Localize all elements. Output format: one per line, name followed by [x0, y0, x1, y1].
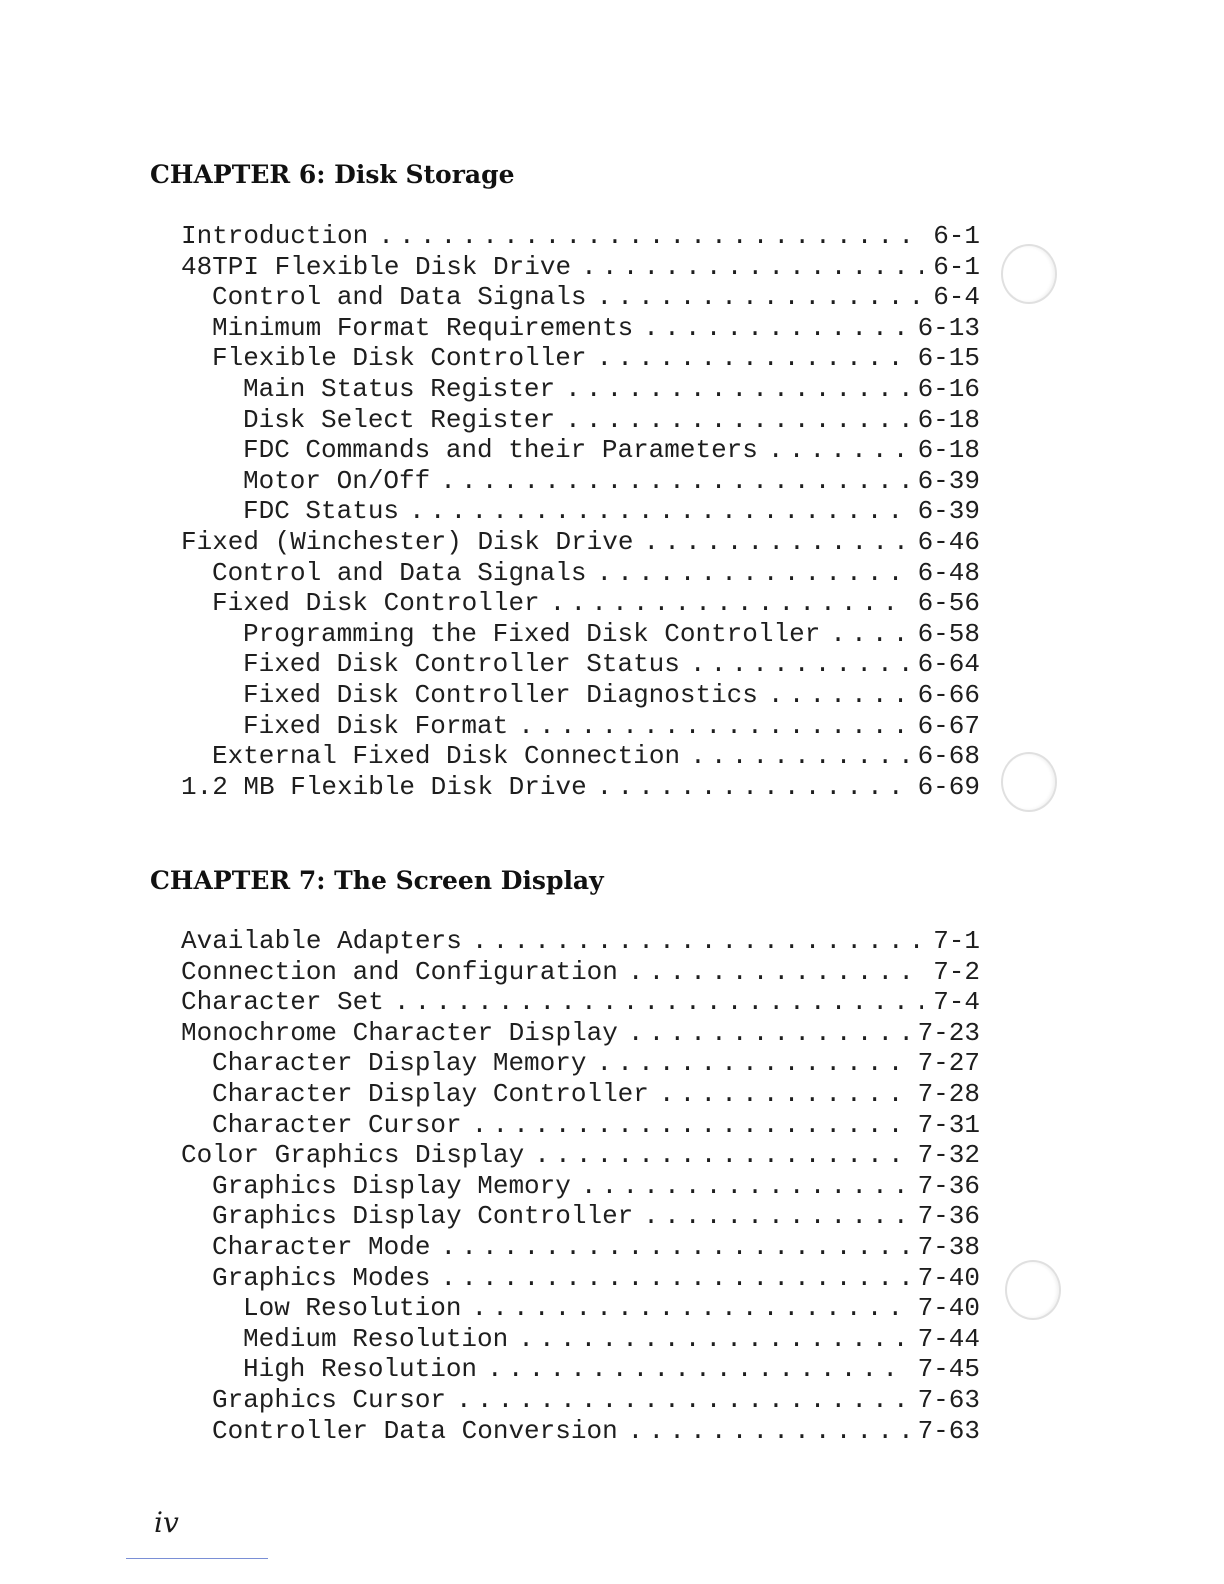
- toc-entry-page: 7-28: [917, 1078, 980, 1109]
- toc-entry-page: 6-39: [917, 496, 980, 527]
- toc-entry-title: 48TPI Flexible Disk Drive: [181, 251, 572, 282]
- dot-leader: [472, 1110, 908, 1141]
- page-number: iv: [154, 1506, 179, 1539]
- toc-entry-title: Fixed Disk Controller Diagnostics: [243, 679, 758, 710]
- toc-entry-title: FDC Status: [243, 496, 400, 527]
- dot-leader: [690, 649, 908, 680]
- toc-entry-page: 6-18: [917, 435, 980, 466]
- toc-entry-page: 6-58: [917, 618, 980, 649]
- toc-entry: [0, 405, 980, 436]
- toc-entry-title: Programming the Fixed Disk Controller: [243, 618, 821, 649]
- toc-entry: [0, 926, 980, 957]
- toc-entry-page: 7-40: [917, 1293, 980, 1324]
- toc-entry-page: 6-68: [917, 741, 980, 772]
- toc-entry-title: FDC Commands and their Parameters: [243, 435, 758, 466]
- toc-entry-title: Controller Data Conversion: [212, 1415, 618, 1446]
- dot-leader: [597, 772, 908, 803]
- toc-entry: [0, 221, 980, 252]
- toc-entry: [0, 1293, 980, 1324]
- toc-entry-title: Flexible Disk Controller: [212, 343, 587, 374]
- dot-leader: [472, 926, 923, 957]
- dot-leader: [471, 1293, 907, 1324]
- toc-entry-title: Character Display Controller: [212, 1078, 649, 1109]
- toc-entry: [0, 1354, 980, 1385]
- toc-entry-title: Monochrome Character Display: [181, 1017, 618, 1048]
- toc-entry: [0, 374, 980, 405]
- binder-hole-top: [1001, 244, 1057, 304]
- toc-entry-page: 6-39: [917, 465, 980, 496]
- toc-entry-page: 7-2: [933, 956, 980, 987]
- toc-entry: [0, 527, 980, 558]
- toc-entry-title: Disk Select Register: [243, 404, 556, 435]
- toc-entry-page: 6-15: [917, 343, 980, 374]
- toc-entry: [0, 1171, 980, 1202]
- toc-entry-title: Character Mode: [212, 1231, 431, 1262]
- toc-entry-page: 6-1: [933, 251, 980, 282]
- toc-entry-title: Character Display Memory: [212, 1048, 587, 1079]
- dot-leader: [690, 741, 908, 772]
- dot-leader: [628, 1018, 908, 1049]
- toc-entry-title: Available Adapters: [181, 926, 462, 956]
- toc-entry-title: Graphics Display Controller: [212, 1201, 634, 1232]
- toc-entry-page: 7-44: [917, 1323, 980, 1354]
- toc-entry-page: 6-13: [917, 312, 980, 343]
- toc-entry: [0, 1416, 980, 1447]
- dot-leader: [518, 1324, 907, 1355]
- dot-leader: [768, 435, 908, 466]
- toc-entry: [0, 619, 980, 650]
- toc-entry: [0, 1079, 980, 1110]
- toc-entry-title: Low Resolution: [243, 1293, 462, 1324]
- toc-entry: [0, 711, 980, 742]
- toc-entry: [0, 1232, 980, 1263]
- toc-entry: [0, 1263, 980, 1294]
- toc-entry: [0, 252, 980, 283]
- dot-leader: [643, 1201, 907, 1232]
- toc-entry-title: Motor On/Off: [243, 465, 431, 496]
- toc-entry: [0, 1385, 980, 1416]
- toc-entry-title: Fixed Disk Controller: [212, 588, 540, 619]
- dot-leader: [643, 527, 907, 558]
- toc-entry-page: 6-66: [917, 679, 980, 710]
- toc-entry-page: 6-18: [917, 404, 980, 435]
- dot-leader: [596, 558, 907, 589]
- dot-leader: [378, 221, 923, 252]
- toc-entry-page: 7-63: [917, 1415, 980, 1446]
- toc-entry-page: 7-1: [933, 926, 980, 956]
- toc-entry: [0, 1110, 980, 1141]
- dot-leader: [659, 1079, 908, 1110]
- toc-entry-page: 7-36: [917, 1170, 980, 1201]
- toc-entry: [0, 987, 980, 1018]
- dot-leader: [596, 282, 923, 313]
- toc-entry-title: Medium Resolution: [243, 1323, 509, 1354]
- binder-hole-bottom: [1005, 1260, 1061, 1320]
- toc-entry-title: Introduction: [181, 221, 369, 251]
- toc-entry: [0, 313, 980, 344]
- toc-entry-title: External Fixed Disk Connection: [212, 741, 681, 772]
- toc-entry: [0, 282, 980, 313]
- toc-entry: [0, 772, 980, 803]
- toc-entry: [0, 680, 980, 711]
- dot-leader: [628, 957, 923, 988]
- toc-entry-title: Connection and Configuration: [181, 956, 618, 987]
- dot-leader: [628, 1416, 908, 1447]
- toc-entry-page: 7-31: [917, 1109, 980, 1140]
- dot-leader: [565, 405, 908, 436]
- toc-entry-page: 7-38: [917, 1231, 980, 1262]
- toc-entry-page: 6-64: [917, 649, 980, 680]
- dot-leader: [456, 1385, 908, 1416]
- dot-leader: [440, 1232, 907, 1263]
- toc-entry: [0, 435, 980, 466]
- toc-entry: [0, 558, 980, 589]
- toc-entry-page: 7-32: [917, 1140, 980, 1171]
- dot-leader: [596, 343, 907, 374]
- dot-leader: [550, 588, 908, 619]
- chapter-7-heading: CHAPTER 7: The Screen Display: [150, 866, 604, 895]
- dot-leader: [596, 1048, 907, 1079]
- footer-rule: [126, 1558, 268, 1559]
- dot-leader: [830, 619, 907, 650]
- toc-entry-page: 7-40: [917, 1262, 980, 1293]
- dot-leader: [768, 680, 908, 711]
- toc-entry-page: 6-56: [917, 588, 980, 619]
- toc-entry: [0, 588, 980, 619]
- toc-entry-title: Color Graphics Display: [181, 1140, 525, 1171]
- dot-leader: [534, 1140, 907, 1171]
- toc-entry-page: 7-63: [917, 1384, 980, 1415]
- chapter-6-toc: [0, 221, 980, 802]
- toc-entry: [0, 1324, 980, 1355]
- toc-entry: [0, 496, 980, 527]
- toc-entry-page: 6-69: [917, 771, 980, 802]
- toc-entry-page: 6-16: [917, 373, 980, 404]
- binder-hole-middle: [1001, 752, 1057, 812]
- toc-entry-page: 6-1: [933, 221, 980, 251]
- toc-entry: [0, 1201, 980, 1232]
- toc-entry-title: Graphics Cursor: [212, 1384, 447, 1415]
- dot-leader: [565, 374, 908, 405]
- toc-entry: [0, 466, 980, 497]
- toc-entry-title: Main Status Register: [243, 373, 556, 404]
- toc-entry-page: 6-48: [917, 557, 980, 588]
- dot-leader: [518, 711, 907, 742]
- toc-entry-title: Character Set: [181, 987, 384, 1018]
- dot-leader: [581, 252, 923, 283]
- toc-entry-page: 7-4: [933, 987, 980, 1018]
- toc-entry-title: Fixed Disk Format: [243, 710, 509, 741]
- toc-entry-title: High Resolution: [243, 1354, 478, 1385]
- toc-entry: [0, 649, 980, 680]
- toc-entry: [0, 343, 980, 374]
- toc-entry-page: 6-67: [917, 710, 980, 741]
- toc-entry: [0, 1048, 980, 1079]
- toc-entry-title: Minimum Format Requirements: [212, 312, 634, 343]
- toc-entry: [0, 957, 980, 988]
- dot-leader: [440, 1263, 907, 1294]
- toc-entry: [0, 1018, 980, 1049]
- dot-leader: [394, 987, 923, 1018]
- toc-entry-page: 7-27: [917, 1048, 980, 1079]
- dot-leader: [487, 1354, 908, 1385]
- toc-entry-title: Graphics Display Memory: [212, 1170, 571, 1201]
- dot-leader: [440, 466, 907, 497]
- dot-leader: [643, 313, 907, 344]
- toc-entry: [0, 1140, 980, 1171]
- toc-entry-title: Control and Data Signals: [212, 282, 587, 313]
- chapter-7-toc: [0, 926, 980, 1446]
- toc-entry-title: Fixed (Winchester) Disk Drive: [181, 526, 634, 557]
- dot-leader: [581, 1171, 908, 1202]
- toc-entry-page: 7-23: [917, 1017, 980, 1048]
- toc-entry-page: 6-4: [933, 282, 980, 313]
- toc-entry: [0, 741, 980, 772]
- toc-entry-title: 1.2 MB Flexible Disk Drive: [181, 771, 587, 802]
- toc-entry-page: 7-36: [917, 1201, 980, 1232]
- toc-entry-page: 6-46: [917, 526, 980, 557]
- toc-entry-title: Character Cursor: [212, 1109, 462, 1140]
- toc-entry-title: Graphics Modes: [212, 1262, 431, 1293]
- dot-leader: [409, 496, 908, 527]
- toc-entry-page: 7-45: [917, 1354, 980, 1385]
- chapter-6-heading: CHAPTER 6: Disk Storage: [150, 160, 515, 189]
- toc-entry-title: Fixed Disk Controller Status: [243, 649, 680, 680]
- toc-entry-title: Control and Data Signals: [212, 557, 587, 588]
